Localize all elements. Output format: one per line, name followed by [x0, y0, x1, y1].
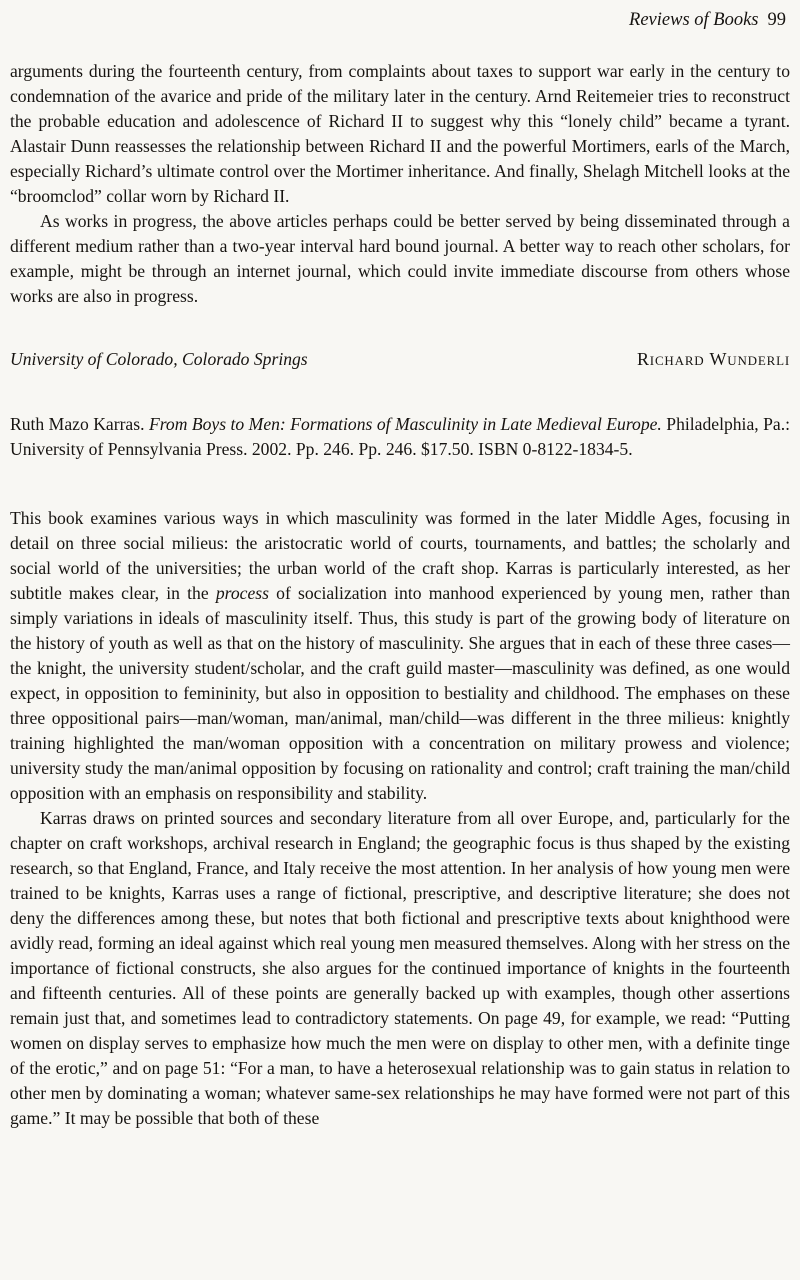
- reviewer-affiliation: University of Colorado, Colorado Springs: [10, 349, 308, 369]
- review-paragraph-1-emphasis: process: [215, 583, 269, 603]
- running-head-title: Reviews of Books: [629, 10, 759, 30]
- review-paragraph-2: Karras draws on printed sources and secondary literature from all over Europe, and, particularly for the chapter on craft workshops, archival research in England; the geographic focus is thus shaped by the existing research, so that England, France, and Italy receive the most attention. In her analysis of how young men were trained to be knights, Karras uses a range of fictional, prescriptive, and descriptive literature; she does not deny the differences among these, but notes that both fictional and prescriptive texts about knighthood were avidly read, forming an ideal against which real young men measured themselves. Along with her stress on the importance of fictional constructs, she also argues for the continued importance of knights in the fourteenth and fifteenth centuries. All of these points are generally backed up with examples, though other assertions remain just that, and sometimes lead to contradictory statements. On page 49, for example, we read: “Putting women on display serves to emphasize how much the men were on display to other men, with a definite tinge of the erotic,” and on page 51: “For a man, to have a heterosexual relationship was to gain status in relation to other men by dominating a woman; whatever same-sex relationships he may have formed were not part of this game.” It may be possible that both of these: [10, 808, 790, 1128]
- review-paragraph-1-text-cont: of socialization into manhood experienced by young men, rather than simply variations in ideals of masculinity itself. Thus, this study is part of the growing body of literature on the history of youth as well as that on the history of masculinity. She argues that in each of these three cases—the knight, the university student/scholar, and the craft guild master—masculinity was defined, as one would expect, in opposition to femininity, but also in opposition to bestiality and childhood. The emphases on these three oppositional pairs—man/woman, man/animal, man/child—was different in the three milieus: knightly training highlighted the man/woman opposition with a concentration on military prowess and violence; university study the man/animal opposition by focusing on rationality and control; craft training the man/child opposition with an emphasis on responsibility and stability.: [10, 583, 790, 803]
- citation-author: Ruth Mazo Karras.: [10, 414, 149, 434]
- previous-review-continuation: [10, 59, 790, 372]
- book-review: [10, 412, 790, 1131]
- citation-book-title: From Boys to Men: Formations of Masculinity in Late Medieval Europe.: [148, 414, 662, 434]
- page-number: 99: [767, 10, 786, 30]
- reviewer-byline: [10, 347, 790, 372]
- book-citation: [10, 412, 790, 462]
- continuation-paragraph-1: arguments during the fourteenth century, from complaints about taxes to support war early in the century to condemnation of the avarice and pride of the military later in the century. Arnd Reitemeier tries to reconstruct the probable education and adolescence of Richard II to suggest why this “lonely child” became a tyrant. Alastair Dunn reassesses the relationship between Richard II and the powerful Mortimers, earls of the March, especially Richard’s ultimate control over the Mortimer inheritance. And finally, Shelagh Mitchell looks at the “broomclod” collar worn by Richard II.: [10, 61, 790, 206]
- page-header: [10, 8, 786, 32]
- review-paragraph-1: [10, 506, 790, 806]
- review-paragraph-1-text: This book examines various ways in which masculinity was formed in the later Middle Ages, focusing in detail on three social milieus: the aristocratic world of courts, tournaments, and battles; the scholarly and social world of the universities; the urban world of the craft shop. Karras is particularly interested, as her subtitle makes clear, in the: [10, 508, 790, 603]
- reviewer-name: Richard Wunderli: [636, 349, 790, 369]
- continuation-paragraph-2: As works in progress, the above articles perhaps could be better served by being disseminated through a different medium rather than a two-year interval hard bound journal. A better way to reach other scholars, for example, might be through an internet journal, which could invite immediate discourse from others whose works are also in progress.: [10, 211, 790, 306]
- citation-publication-info: Philadelphia, Pa.: University of Pennsylvania Press. 2002. Pp. 246. Pp. 246. $17.50. ISBN 0-8122-1834-5.: [10, 414, 790, 459]
